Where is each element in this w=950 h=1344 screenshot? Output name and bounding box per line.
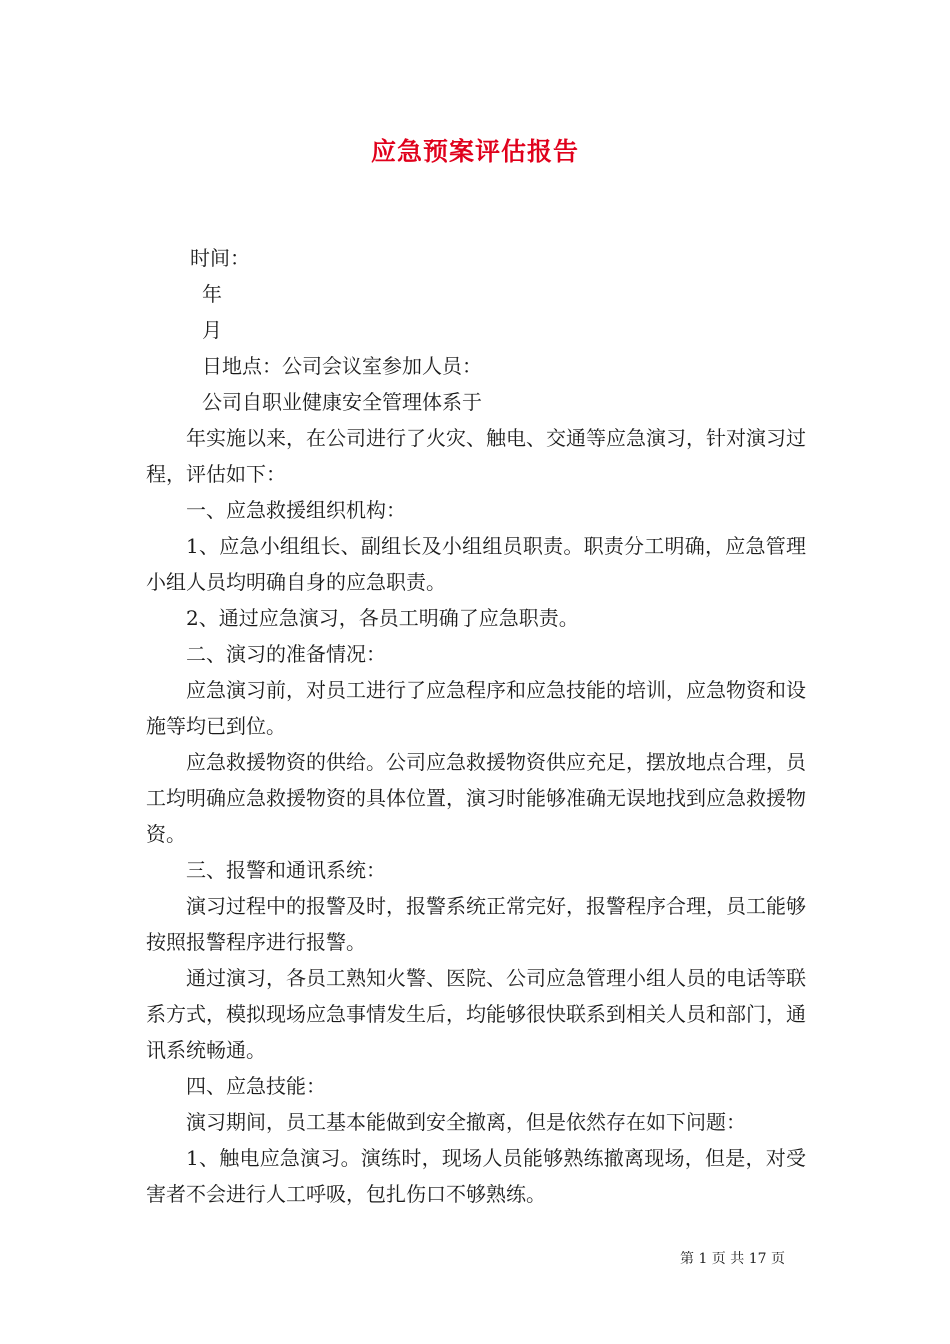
heading-3: 三、报警和通讯系统： [186,858,386,882]
paragraph-9: 演习期间，员工基本能做到安全撤离，但是依然存在如下问题： [186,1110,746,1134]
paragraph-6: 应急救援物资的供给。公司应急救援物资供应充足，摆放地点合理，员工均明确应急救援物资的具体位置，演习时能够准确无误地找到应急救援物资。 [146,750,806,846]
year-line: 年 [202,282,222,306]
paragraph-2: 年实施以来，在公司进行了火灾、触电、交通等应急演习，针对演习过程，评估如下： [146,426,806,486]
time-line: 时间： [190,246,250,270]
paragraph-3: 1、应急小组组长、副组长及小组组员职责。职责分工明确，应急管理小组人员均明确自身的应急职责。 [146,534,806,594]
paragraph-5: 应急演习前，对员工进行了应急程序和应急技能的培训，应急物资和设施等均已到位。 [146,678,806,738]
heading-2: 二、演习的准备情况： [186,642,386,666]
paragraph-7: 演习过程中的报警及时，报警系统正常完好，报警程序合理，员工能够按照报警程序进行报警。 [146,894,806,954]
heading-4: 四、应急技能： [186,1074,326,1098]
paragraph-4: 2、通过应急演习，各员工明确了应急职责。 [186,606,579,630]
document-title: 应急预案评估报告 [370,137,579,166]
month-line: 月 [202,318,222,342]
place-line: 日地点：公司会议室参加人员： [202,354,482,378]
paragraph-10: 1、触电应急演习。演练时，现场人员能够熟练撤离现场，但是，对受害者不会进行人工呼吸，包扎伤口不够熟练。 [146,1146,806,1206]
paragraph-1: 公司自职业健康安全管理体系于 [202,390,482,414]
document-body [146,240,806,1212]
page-number: 第 1 页 共 17 页 [680,1251,785,1267]
paragraph-8: 通过演习，各员工熟知火警、医院、公司应急管理小组人员的电话等联系方式，模拟现场应急事情发生后，均能够很快联系到相关人员和部门，通讯系统畅通。 [146,966,806,1062]
heading-1: 一、应急救援组织机构： [186,498,406,522]
